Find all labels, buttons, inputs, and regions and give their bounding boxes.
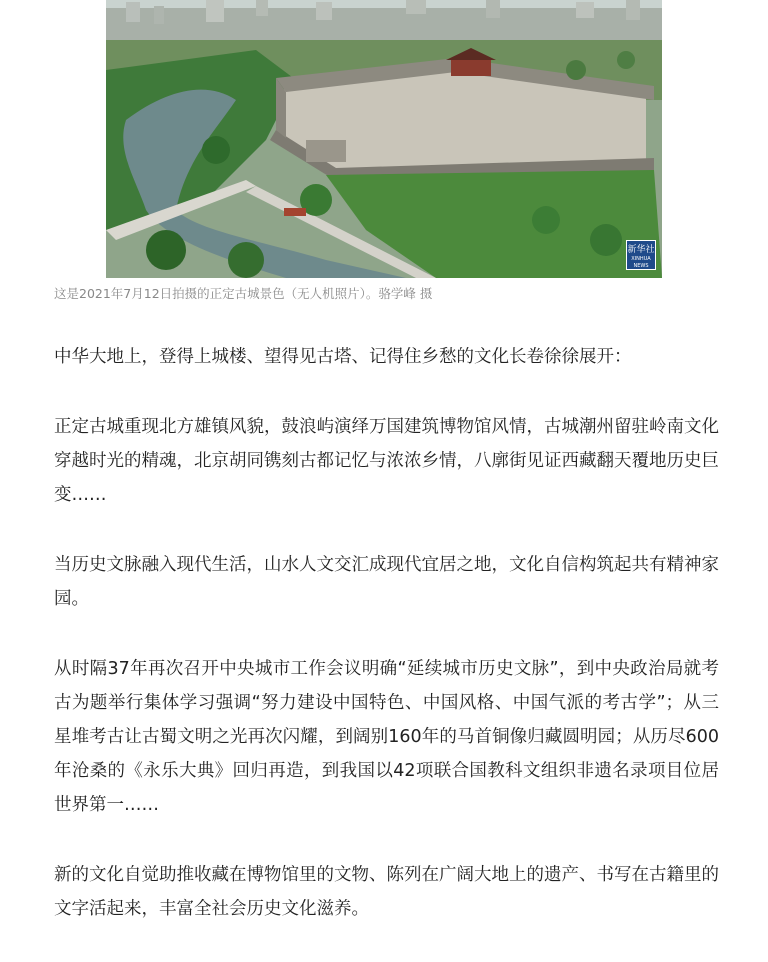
xinhua-watermark-logo <box>626 240 656 270</box>
article-photo <box>106 0 662 278</box>
paragraph: 从时隔37年再次召开中央城市工作会议明确“延续城市历史文脉”，到中央政治局就考古为题举行集体学习强调“努力建设中国特色、中国风格、中国气派的考古学”；从三星堆考古让古蜀文明之光再次闪耀，到阔别160年的马首铜像归藏圆明园；从历尽600年沧桑的《永乐大典》回归再造，到我国以42项联合国教科文组织非遗名录项目位居世界第一…… <box>54 659 719 815</box>
paragraph: 新的文化自觉助推收藏在博物馆里的文物、陈列在广阔大地上的遗产、书写在古籍里的文字活起来，丰富全社会历史文化滋养。 <box>54 865 719 919</box>
watermark-title: 新华社 <box>627 245 655 255</box>
aerial-city-wall-photo <box>106 0 662 278</box>
paragraph: 中华大地上，登得上城楼、望得见古塔、记得住乡愁的文化长卷徐徐展开： <box>54 347 632 367</box>
watermark-subtitle: XINHUA NEWS <box>631 256 651 269</box>
article-body <box>54 340 719 962</box>
photo-caption: 这是2021年7月12日拍摄的正定古城景色（无人机照片）。骆学峰 摄 <box>54 286 433 301</box>
paragraph: 正定古城重现北方雄镇风貌，鼓浪屿演绎万国建筑博物馆风情，古城潮州留驻岭南文化穿越时光的精魂，北京胡同镌刻古都记忆与浓浓乡情，八廓街见证西藏翻天覆地历史巨变…… <box>54 417 719 505</box>
paragraph: 当历史文脉融入现代生活，山水人文交汇成现代宜居之地，文化自信构筑起共有精神家园。 <box>54 555 719 609</box>
